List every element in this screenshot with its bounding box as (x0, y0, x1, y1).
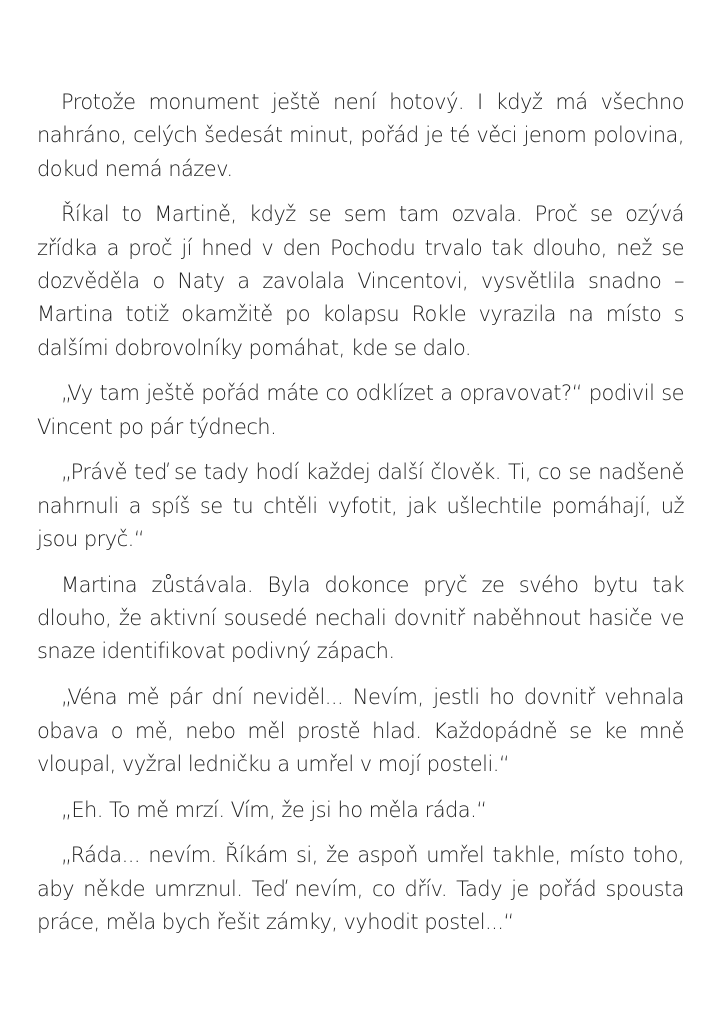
paragraph: Říkal to Martině, když se sem tam ozvala. Proč se ozývá zřídka a proč jí hned v den Pochodu trvalo tak dlouho, než se dozvěděla o Naty a zavolala Vincentovi, vysvětlila snadno – Martina totiž okamžitě po kolapsu Rokle vyrazila na místo s dalšími dobrovolníky pomáhat, kde se dalo. (37, 202, 684, 360)
document-page (37, 86, 684, 952)
paragraph: „Ráda... nevím. Říkám si, že aspoň umřel takhle, místo toho, aby někde umrznul. Teď nevím, co dřív. Tady je pořád spousta práce, měla bych řešit zámky, vyhodit postel...“ (37, 843, 684, 935)
paragraph: „Véna mě pár dní neviděl... Nevím, jestli ho dovnitř vehnala obava o mě, nebo měl prostě hlad. Každopádně se ke mně vloupal, vyžral ledničku a umřel v mojí posteli.“ (37, 685, 684, 776)
paragraph: Protože monument ještě není hotový. I když má všechno nahráno, celých šedesát minut, pořád je té věci jenom polovina, dokud nemá název. (37, 90, 684, 181)
paragraph: Martina zůstávala. Byla dokonce pryč ze svého bytu tak dlouho, že aktivní sousedé nechali dovnitř naběhnout hasiče ve snaze identifikovat podivný zápach. (37, 572, 684, 664)
paragraph: „Eh. To mě mrzí. Vím, že jsi ho měla ráda.“ (61, 797, 487, 822)
paragraph: „Právě teď se tady hodí každej další člověk. Ti, co se nadšeně nahrnuli a spíš se tu chtěli vyfotit, jak ušlechtile pomáhají, už jsou pryč.“ (37, 460, 684, 552)
paragraph: „Vy tam ještě pořád máte co odklízet a opravovat?“ podivil se Vincent po pár týdnech. (37, 381, 684, 439)
